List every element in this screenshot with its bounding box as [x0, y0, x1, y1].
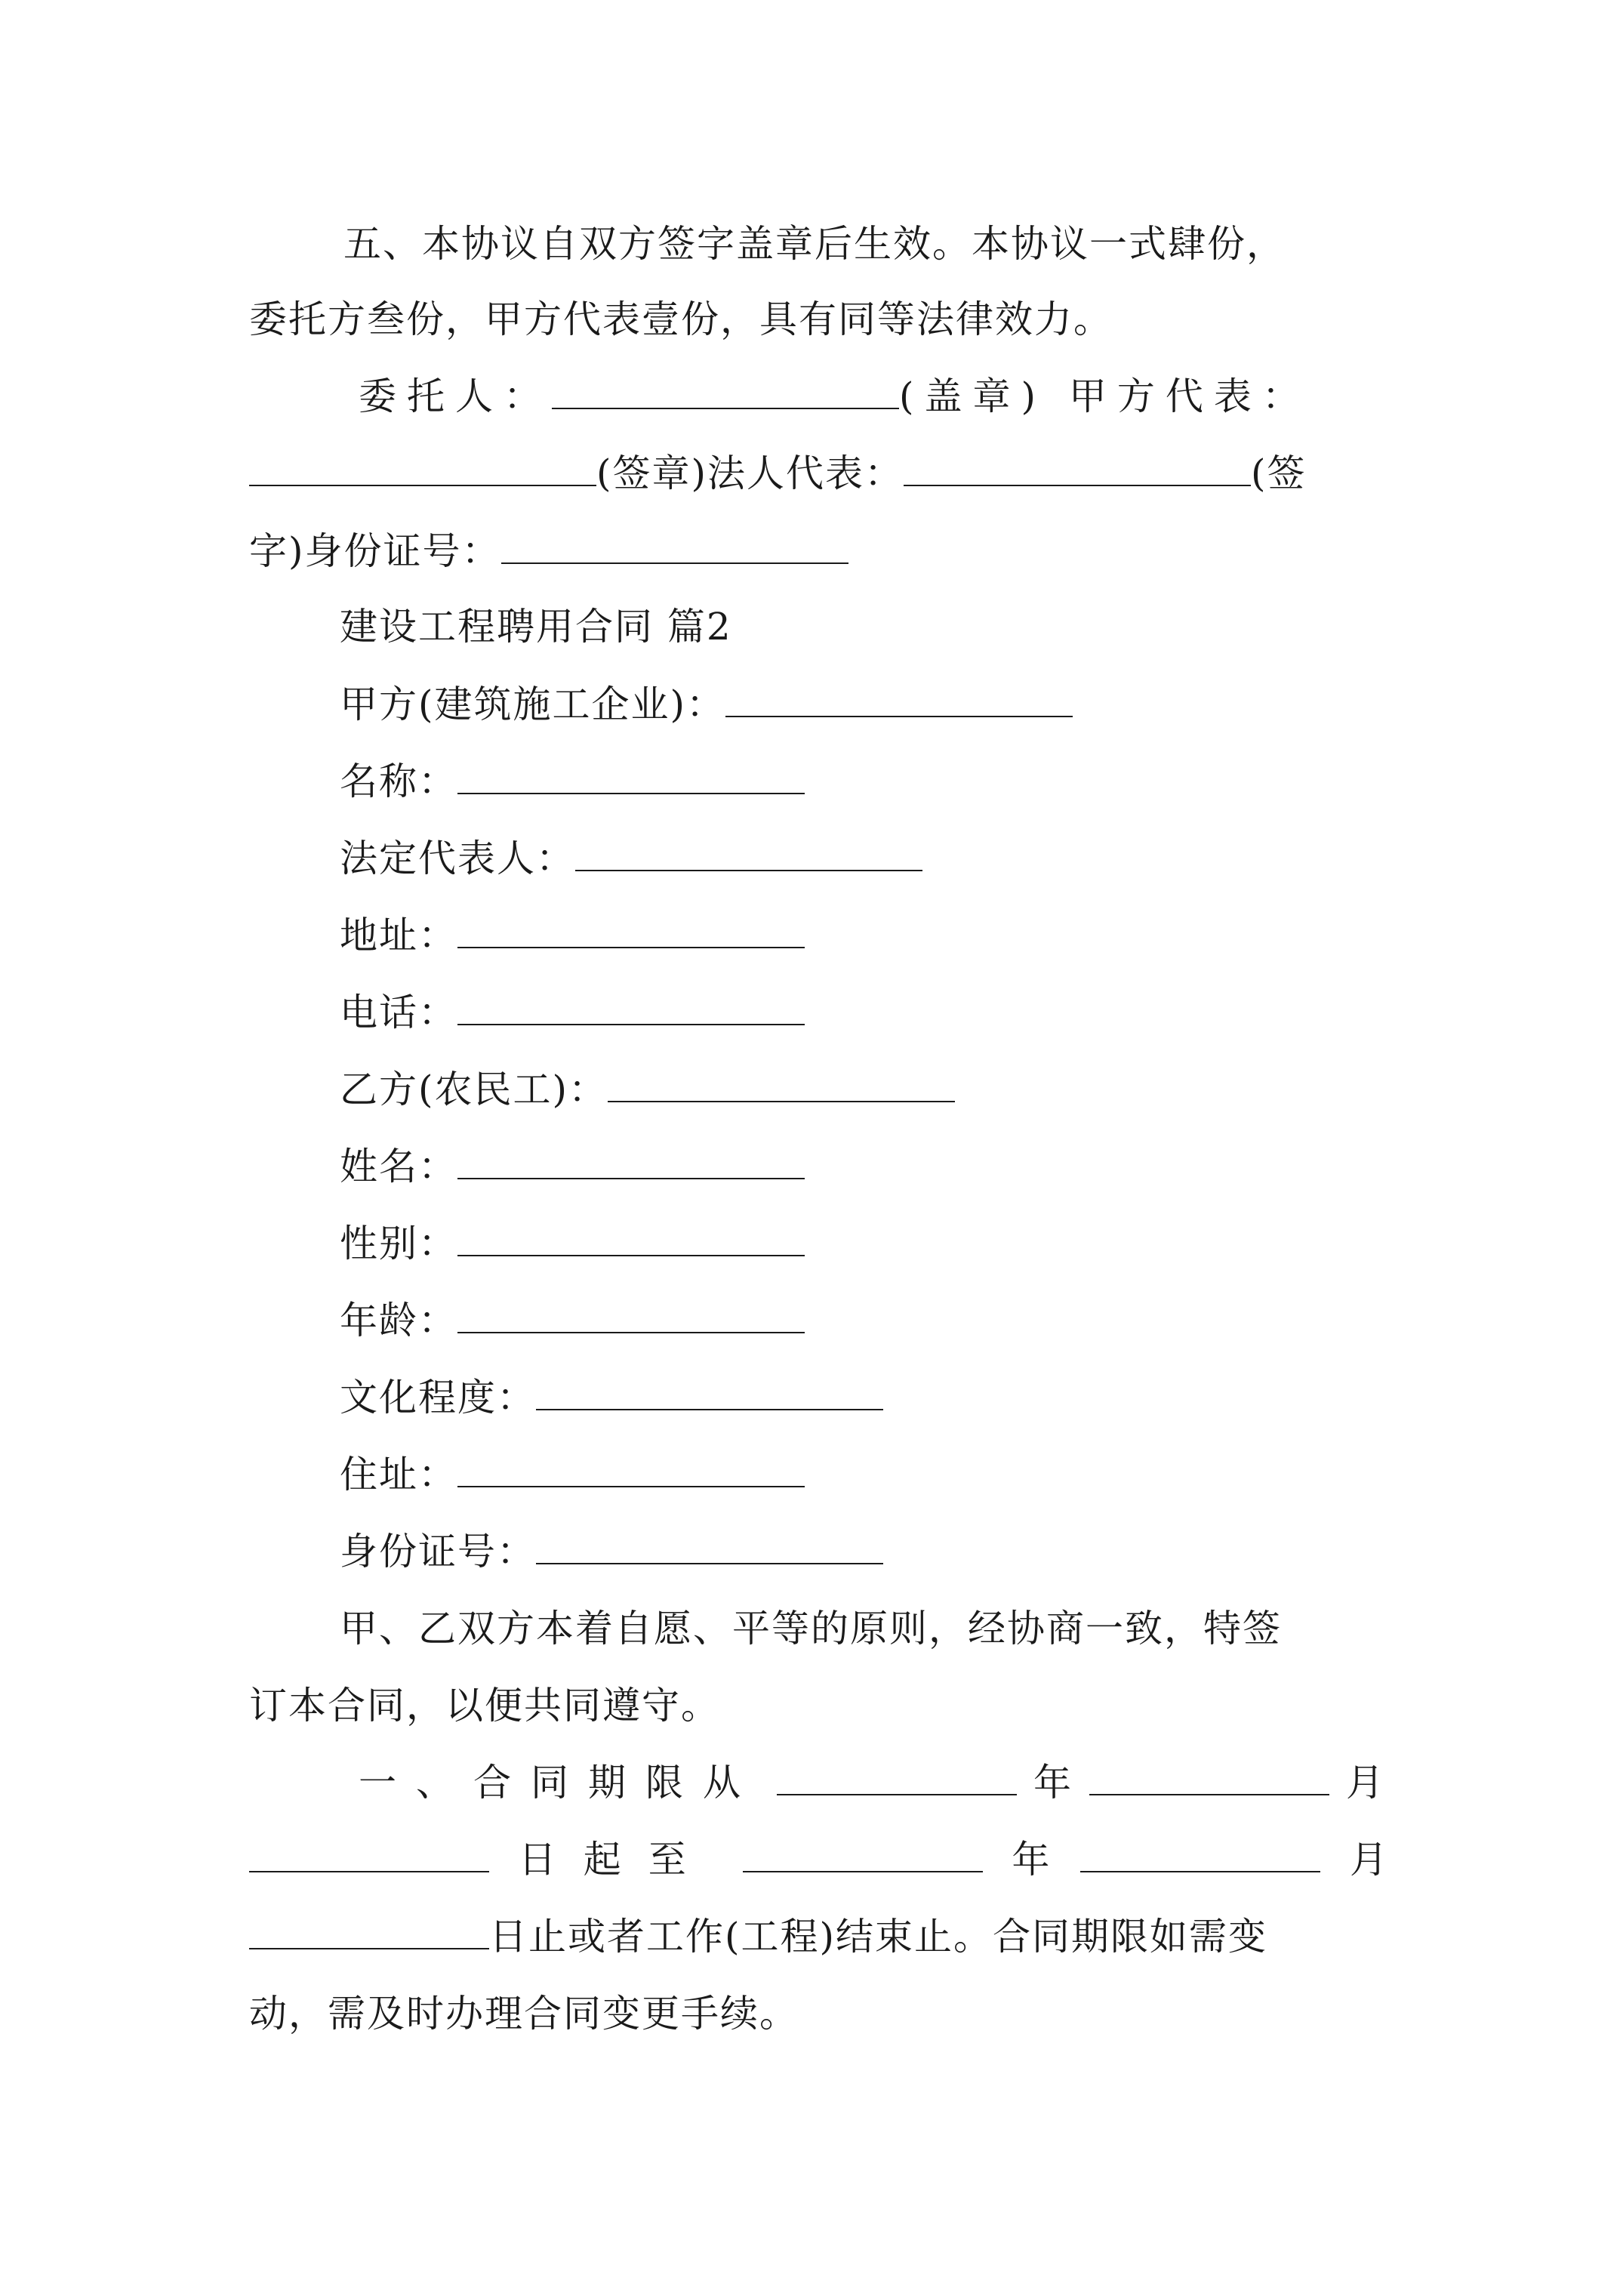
principal-label: 委托人： [359, 374, 552, 418]
party-a-name-label: 名称： [340, 760, 457, 803]
party-b-name-label: 姓名： [340, 1145, 457, 1188]
clause1-prefix: 一、合同期限从 [359, 1761, 760, 1804]
party-a-legal-rep-label: 法定代表人： [340, 837, 575, 880]
end-month-blank[interactable] [1080, 1838, 1320, 1872]
party-b-id-row [340, 1529, 883, 1574]
party-b-id-blank[interactable] [536, 1530, 883, 1564]
party-b-residence-blank[interactable] [457, 1453, 805, 1487]
sign-close-label: 字) [249, 529, 305, 573]
party-a-address-label: 地址： [340, 914, 457, 957]
clause1-line3 [249, 1914, 1267, 1959]
end-year-label: 年 [1012, 1838, 1052, 1881]
clause1-end-text: 日止或者工作(工程)结束止。合同期限如需变 [489, 1915, 1268, 1959]
party-b-id-label: 身份证号： [340, 1530, 536, 1573]
party-a-name-blank[interactable] [457, 760, 805, 794]
party-a-rep-label: 甲方代表： [1068, 374, 1310, 418]
start-day-blank[interactable] [249, 1838, 489, 1872]
section-title: 建设工程聘用合同 篇2 [340, 605, 732, 649]
party-b-education-row [340, 1375, 883, 1420]
party-b-age-label: 年龄： [340, 1299, 457, 1342]
end-year-blank[interactable] [743, 1838, 983, 1872]
start-year-label: 年 [1033, 1761, 1073, 1804]
preamble-line2: 订本合同，以便共同遵守。 [249, 1684, 720, 1727]
signature-line2 [249, 451, 1307, 496]
party-b-gender-blank[interactable] [457, 1222, 805, 1256]
id-label: 身份证号： [304, 529, 501, 573]
party-a-heading-row [340, 682, 1073, 727]
party-a-blank[interactable] [725, 683, 1073, 717]
day-from-label: 日起至 [518, 1838, 713, 1881]
party-a-phone-row [340, 990, 805, 1035]
clause5-line1: 五、本协议自双方签字盖章后生效。本协议一式肆份， [343, 222, 1286, 266]
signature-line3 [249, 529, 848, 574]
sign-seal-label: (签章) [596, 451, 708, 495]
party-a-phone-blank[interactable] [457, 991, 805, 1025]
party-b-heading-row [340, 1067, 955, 1112]
party-b-residence-label: 住址： [340, 1453, 457, 1496]
party-b-gender-row [340, 1221, 805, 1266]
party-a-name-row [340, 759, 805, 804]
preamble-line1: 甲、乙双方本着自愿、平等的原则，经协商一致，特签 [340, 1607, 1282, 1650]
seal-label: (盖章) [899, 374, 1047, 418]
party-b-name-blank[interactable] [457, 1145, 805, 1179]
party-b-blank[interactable] [608, 1068, 955, 1102]
party-a-address-row [340, 913, 805, 958]
party-b-heading: 乙方(农民工)： [340, 1068, 608, 1111]
party-a-legal-rep-blank[interactable] [575, 837, 922, 871]
end-day-blank[interactable] [249, 1915, 489, 1949]
party-a-heading: 甲方(建筑施工企业)： [340, 683, 726, 726]
party-b-education-blank[interactable] [536, 1376, 883, 1410]
party-b-education-label: 文化程度： [340, 1376, 536, 1419]
party-b-gender-label: 性别： [340, 1222, 457, 1265]
party-b-residence-row [340, 1452, 805, 1497]
legal-rep-label: 法人代表： [707, 451, 904, 495]
end-month-label: 月 [1349, 1838, 1389, 1881]
clause1-line4: 动，需及时办理合同变更手续。 [249, 1992, 799, 2036]
party-b-age-blank[interactable] [457, 1299, 805, 1333]
clause1-line2 [249, 1837, 1389, 1882]
principal-blank[interactable] [552, 374, 899, 409]
legal-rep-blank[interactable] [904, 451, 1251, 486]
sign-open-label: (签 [1251, 451, 1307, 495]
start-month-label: 月 [1346, 1761, 1385, 1804]
party-b-age-row [340, 1298, 805, 1343]
start-year-blank[interactable] [777, 1761, 1017, 1795]
signature-line1 [359, 374, 1310, 419]
clause5-line2: 委托方叁份，甲方代表壹份，具有同等法律效力。 [249, 297, 1113, 341]
party-b-name-row [340, 1144, 805, 1189]
party-a-legal-rep-row [340, 836, 922, 881]
id-blank[interactable] [501, 529, 848, 564]
start-month-blank[interactable] [1089, 1761, 1329, 1795]
party-a-phone-label: 电话： [340, 991, 457, 1034]
party-a-address-blank[interactable] [457, 914, 805, 948]
party-a-rep-blank[interactable] [249, 451, 596, 486]
clause1-line1 [359, 1760, 1385, 1805]
